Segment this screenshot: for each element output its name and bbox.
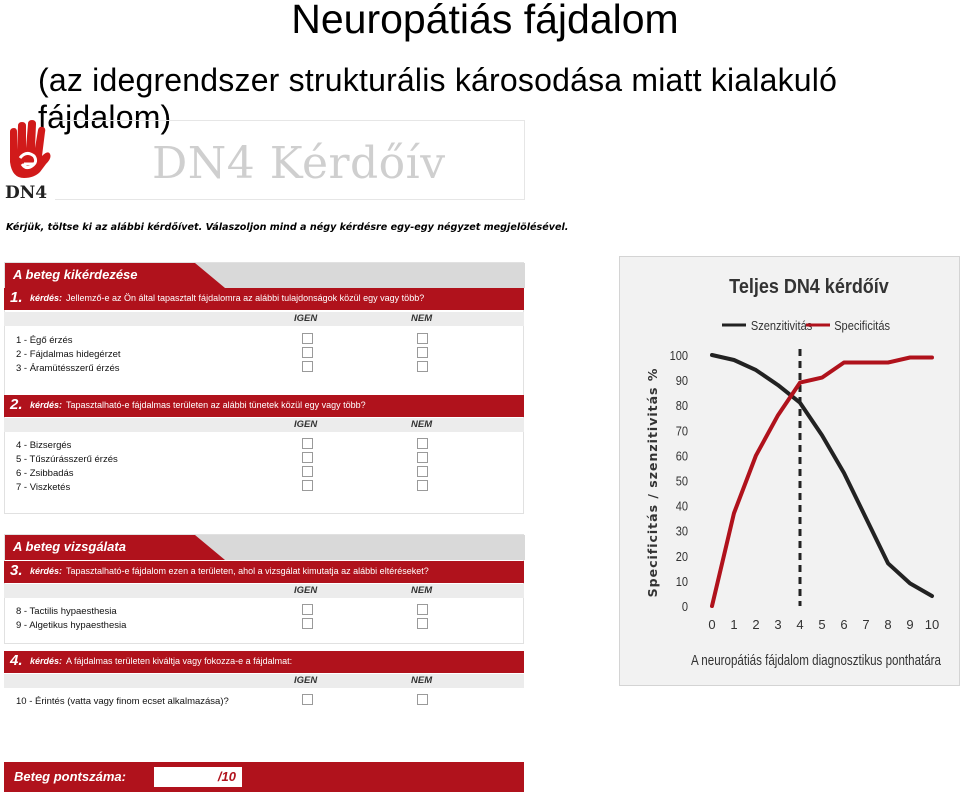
score-label: Beteg pontszáma:: [14, 769, 126, 784]
legend-label-sensitivity: Szenzitivitás: [750, 318, 813, 334]
yes-checkbox[interactable]: [302, 333, 313, 344]
instruction-text: Kérjük, töltse ki az alábbi kérdőívet. Válaszoljon mind a négy kérdésre egy-egy négyzet megjelölésével.: [6, 222, 569, 233]
question-2-bar: [4, 395, 524, 417]
page-subtitle: (az idegrendszer strukturális károsodása miatt kialakuló fájdalom): [38, 62, 838, 135]
section-label: A beteg vizsgálata: [13, 539, 126, 554]
no-label: NEM: [411, 585, 433, 596]
question-label: kérdés:: [30, 656, 63, 666]
dn4-hand-logo: [4, 120, 52, 200]
no-label: NEM: [411, 419, 433, 430]
yes-label: IGEN: [294, 585, 318, 596]
svg-text:DN4: DN4: [5, 183, 48, 200]
legend-label-specificity: Specificitás: [834, 318, 891, 334]
question-number: 1.: [10, 289, 23, 306]
y-tick-label: 90: [675, 373, 688, 389]
yes-checkbox[interactable]: [302, 347, 313, 358]
yes-checkbox[interactable]: [302, 466, 313, 477]
yes-checkbox[interactable]: [302, 694, 313, 705]
question-1-bar: [4, 288, 524, 310]
no-label: NEM: [411, 313, 433, 324]
y-tick-label: 0: [681, 599, 688, 615]
section-header: [5, 535, 525, 560]
symptom-item: 7 - Viszketés: [16, 482, 71, 493]
question-number: 2.: [10, 396, 23, 413]
y-tick-label: 70: [675, 423, 688, 439]
chart-svg: [620, 257, 960, 687]
symptom-item: 10 - Érintés (vatta vagy finom ecset alkalmazása)?: [16, 696, 229, 707]
section-header: [5, 263, 525, 288]
no-checkbox[interactable]: [417, 333, 428, 344]
yes-checkbox[interactable]: [302, 604, 313, 615]
no-checkbox[interactable]: [417, 480, 428, 491]
x-tick-label: 7: [862, 617, 870, 632]
y-tick-label: 30: [675, 523, 688, 539]
specificity-line: [712, 358, 932, 607]
no-checkbox[interactable]: [417, 694, 428, 705]
no-checkbox[interactable]: [417, 452, 428, 463]
sensitivity-line: [712, 355, 932, 596]
question-number: 3.: [10, 562, 23, 579]
symptom-item: 3 - Áramütésszerű érzés: [16, 363, 120, 374]
yes-checkbox[interactable]: [302, 480, 313, 491]
symptom-item: 2 - Fájdalmas hidegérzet: [16, 349, 121, 360]
question-text: Tapasztalható-e fájdalmas területen az alábbi tünetek közül egy vagy több?: [66, 400, 366, 410]
x-tick-label: 10: [924, 617, 940, 632]
symptom-item: 4 - Bizsergés: [16, 440, 72, 451]
question-text: A fájdalmas területen kiváltja vagy fokozza-e a fájdalmat:: [66, 656, 293, 666]
page-title: Neuropátiás fájdalom: [291, 0, 679, 42]
question-text: Jellemző-e az Ön által tapasztalt fájdalomra az alábbi tulajdonságok közül egy vagy több?: [66, 293, 425, 303]
symptom-item: 9 - Algetikus hypaesthesia: [16, 620, 127, 631]
yes-checkbox[interactable]: [302, 361, 313, 372]
question-4-bar: [4, 651, 524, 673]
score-bar: [4, 762, 524, 792]
x-tick-label: 1: [730, 617, 738, 632]
x-tick-label: 9: [906, 617, 914, 632]
question-3-bar: [4, 561, 524, 583]
y-tick-label: 100: [669, 348, 688, 364]
x-tick-label: 4: [796, 617, 804, 632]
y-tick-label: 50: [675, 473, 688, 489]
dn4-questionnaire: [0, 120, 569, 794]
question-text: Tapasztalható-e fájdalom ezen a területen, ahol a vizsgálat kimutatja az alábbi eltéréseket?: [66, 566, 429, 576]
y-tick-label: 10: [675, 574, 688, 590]
chart-title: Teljes DN4 kérdőív: [729, 276, 889, 299]
symptom-item: 5 - Tűszúrásszerű érzés: [16, 454, 118, 465]
answer-header: [4, 584, 524, 598]
y-tick-label: 60: [675, 448, 688, 464]
answer-header: [4, 418, 524, 432]
answer-header: [4, 674, 524, 688]
yes-label: IGEN: [294, 675, 318, 686]
x-tick-label: 8: [884, 617, 892, 632]
no-checkbox[interactable]: [417, 438, 428, 449]
no-checkbox[interactable]: [417, 347, 428, 358]
question-label: kérdés:: [30, 293, 63, 303]
yes-label: IGEN: [294, 419, 318, 430]
y-tick-label: 20: [675, 548, 688, 565]
x-tick-label: 5: [818, 617, 826, 632]
section-label: A beteg kikérdezése: [13, 267, 138, 282]
no-checkbox[interactable]: [417, 618, 428, 629]
yes-checkbox[interactable]: [302, 438, 313, 449]
y-tick-label: 40: [675, 498, 688, 514]
yes-label: IGEN: [294, 313, 318, 324]
symptom-item: 8 - Tactilis hypaesthesia: [16, 606, 117, 617]
symptom-item: 6 - Zsibbadás: [16, 468, 74, 479]
yes-checkbox[interactable]: [302, 618, 313, 629]
no-label: NEM: [411, 675, 433, 686]
score-value: /10: [217, 769, 236, 784]
yes-checkbox[interactable]: [302, 452, 313, 463]
questionnaire-title: DN4 Kérdőív: [152, 138, 446, 189]
question-number: 4.: [10, 652, 23, 669]
question-label: kérdés:: [30, 400, 63, 410]
no-checkbox[interactable]: [417, 466, 428, 477]
dn4-chart: [619, 256, 960, 686]
score-input[interactable]: [154, 767, 242, 787]
x-tick-label: 2: [752, 617, 760, 632]
answer-header: [4, 312, 524, 326]
no-checkbox[interactable]: [417, 604, 428, 615]
y-axis-label: Specificitás / szenzitivitás %: [645, 367, 660, 598]
no-checkbox[interactable]: [417, 361, 428, 372]
x-tick-label: 3: [774, 617, 782, 632]
y-tick-label: 80: [675, 398, 688, 414]
x-tick-label: 0: [708, 617, 716, 632]
x-axis-label: A neuropátiás fájdalom diagnosztikus ponthatára: [691, 652, 942, 669]
x-tick-label: 6: [840, 617, 848, 632]
question-label: kérdés:: [30, 566, 63, 576]
symptom-item: 1 - Égő érzés: [16, 335, 73, 346]
